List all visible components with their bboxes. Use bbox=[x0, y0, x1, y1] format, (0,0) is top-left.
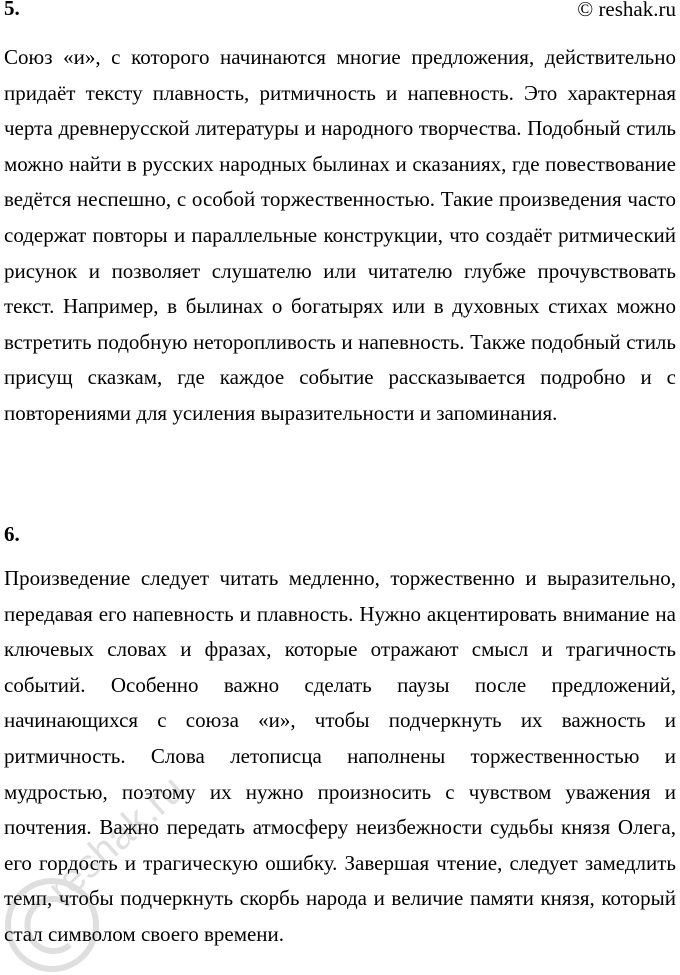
answer-paragraph-6: Произведение следует читать медленно, торжественно и выразительно, передавая его напевность и плавность. Нужно акцентировать внимание на ключевых словах и фразах, которые отражают смысл и трагичность событий. Особенно важно сделать паузы после предложений, начинающихся с союза «и», чтобы подчеркнуть их важность и ритмичность. Слова летописца наполнены торжественностью и мудростью, поэтому их нужно произносить с чувством уважения и почтения. Важно передать атмосферу неизбежности судьбы князя Олега, его гордость и трагическую ошибку. Завершая чтение, следует замедлить темп, чтобы подчеркнуть скорбь народа и величие памяти князя, который стал символом своего времени. bbox=[4, 566, 676, 946]
watermark-text: reshak.ru bbox=[39, 767, 193, 912]
answer-paragraph-5: Союз «и», с которого начинаются многие предложения, действительно придаёт тексту плавность, ритмичность и напевность. Это характерная черта древнерусской литературы и народного творчества. Подобный стиль можно найти в русских народных былинах и сказаниях, где повествование ведётся неспешно, с особой торжественностью. Такие произведения часто содержат повторы и параллельные конструкции, что создаёт ритмический рисунок и позволяет слушателю или читателю глубже прочувствовать текст. Например, в былинах о богатырях или в духовных стихах можно встретить подобную неторопливость и напевность. Также подобный стиль присущ сказкам, где каждое событие рассказывается подробно и с повторениями для усиления выразительности и запоминания. bbox=[4, 45, 676, 425]
exercise-number-5: 5. bbox=[4, 0, 20, 20]
page-header bbox=[0, 0, 680, 30]
site-brand: © reshak.ru bbox=[577, 0, 676, 21]
exercise-number-6: 6. bbox=[4, 522, 20, 546]
